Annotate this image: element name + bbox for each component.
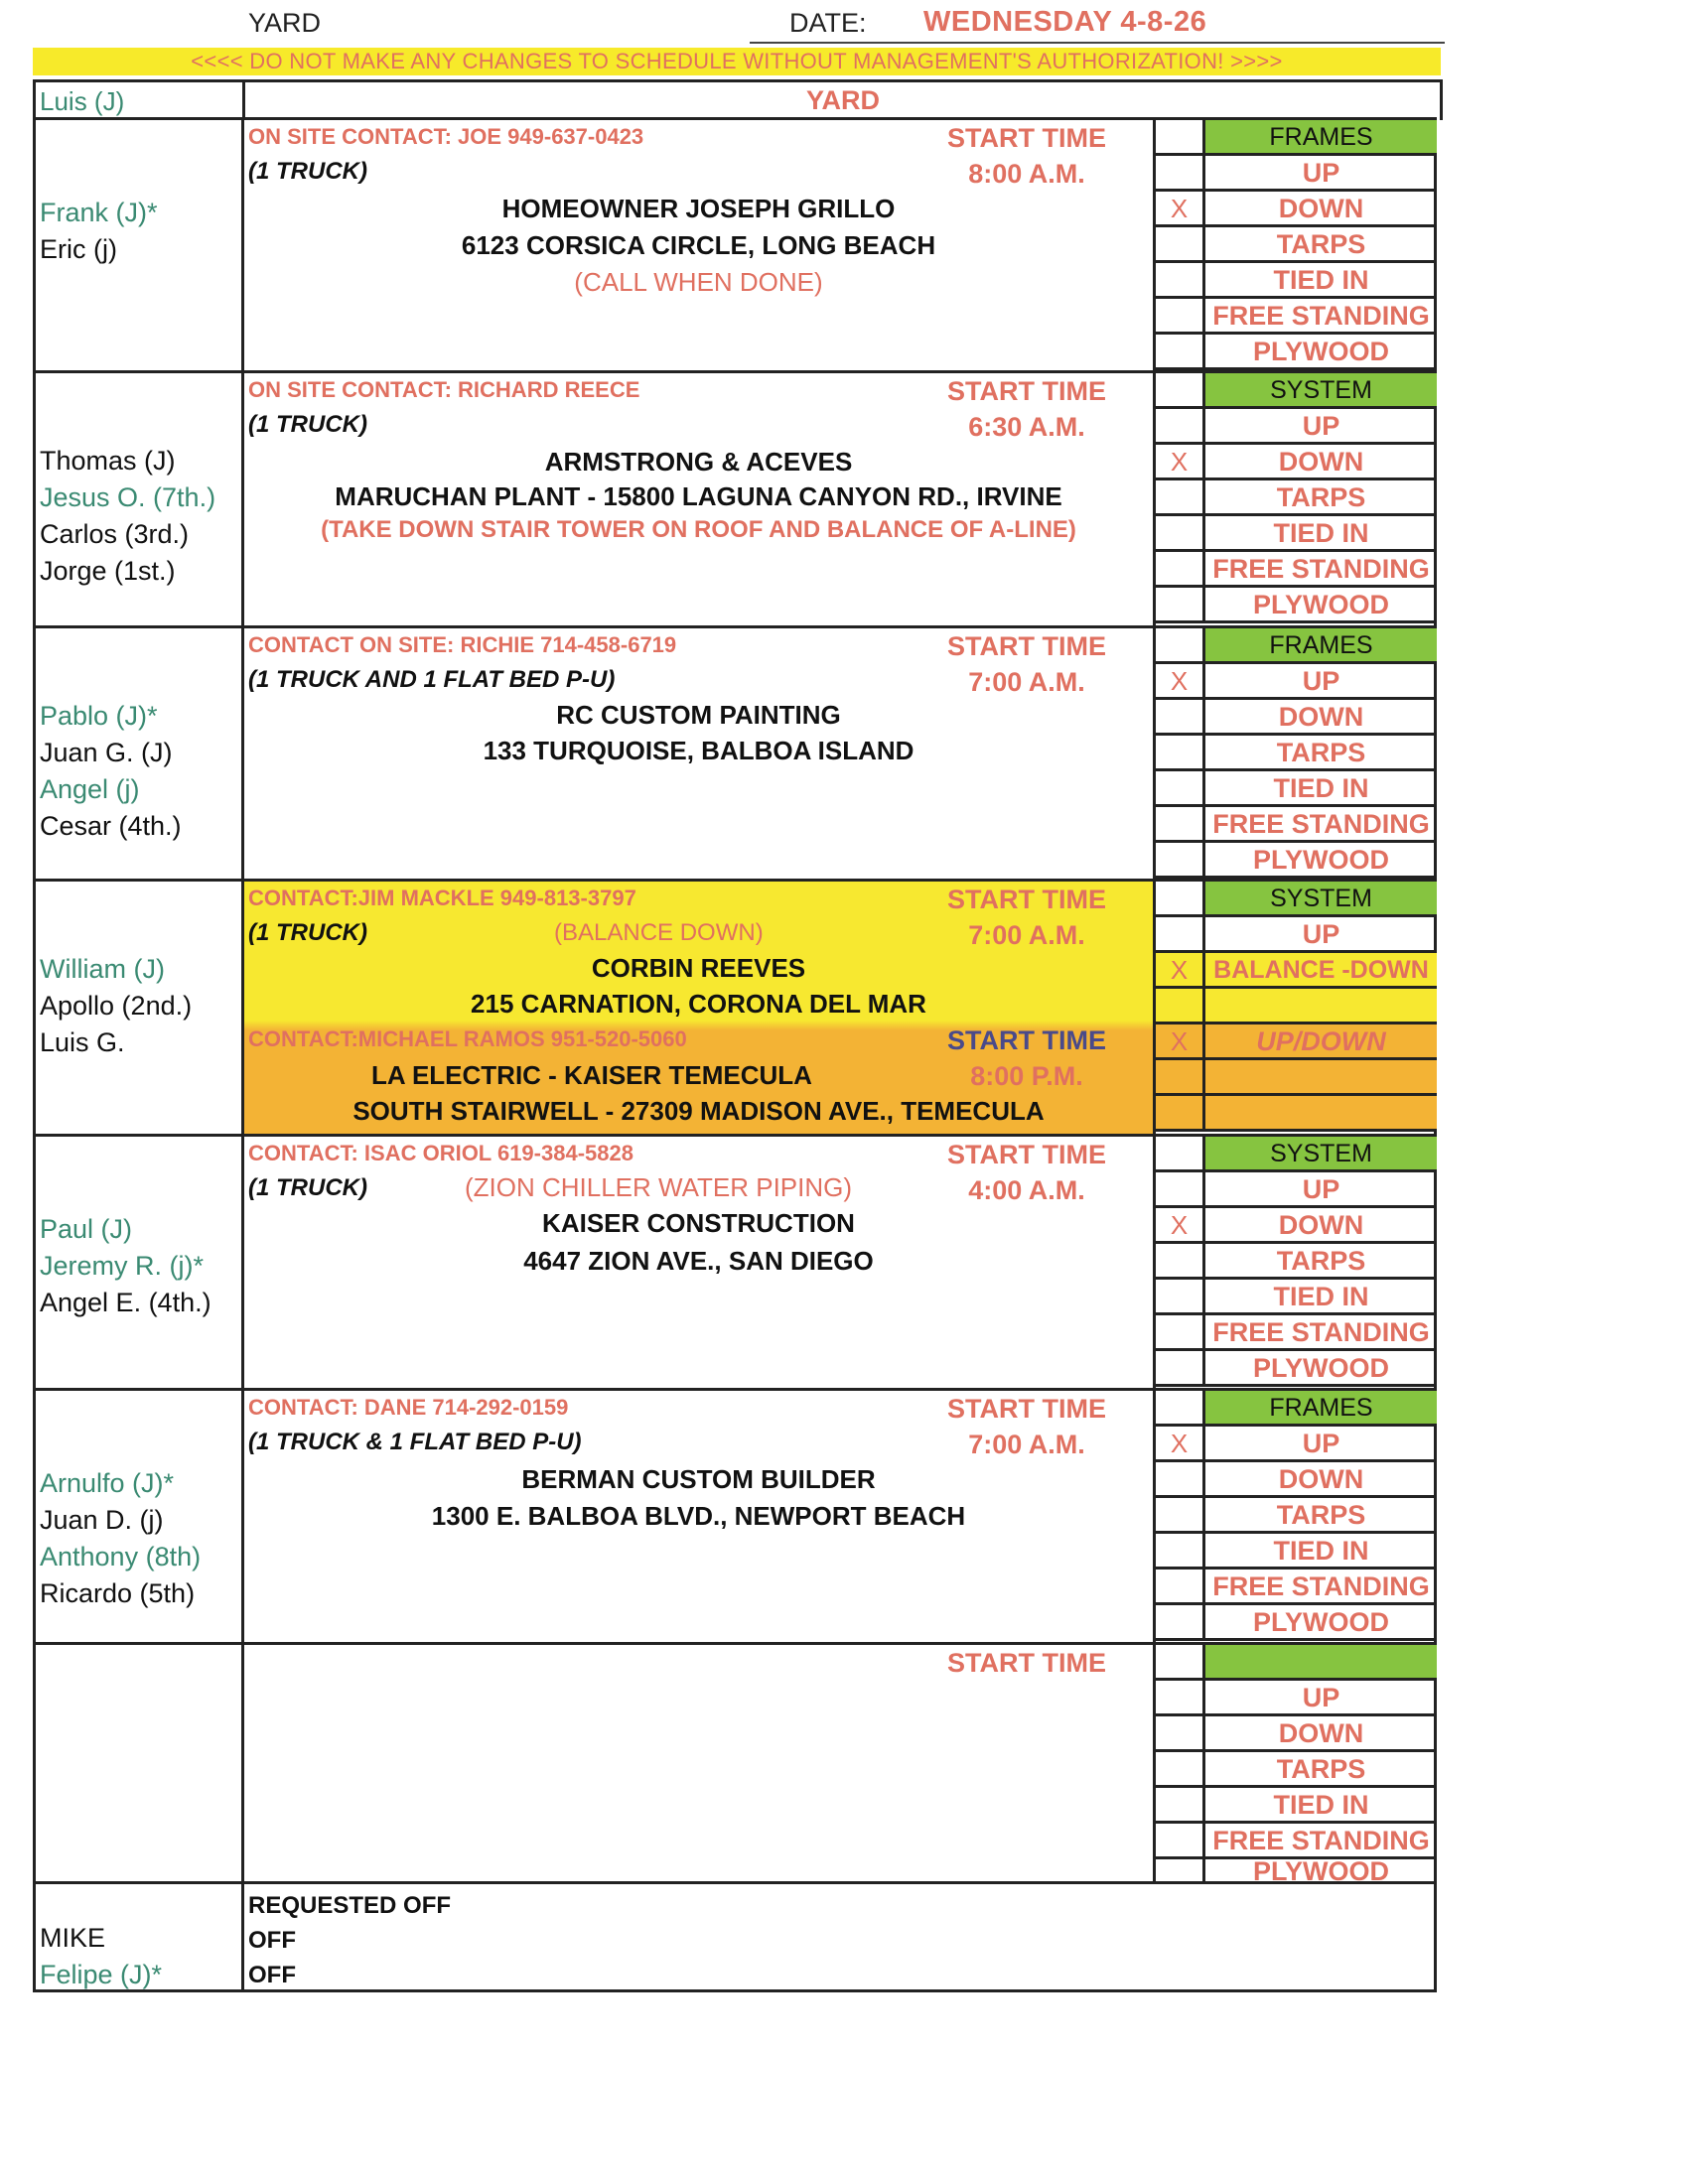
check-label: TARPS: [1205, 227, 1437, 263]
yard-row: [33, 79, 1443, 120]
customer-name: RC CUSTOM PAINTING: [556, 700, 841, 730]
check-label: FREE STANDING: [1205, 299, 1437, 335]
site-contact: CONTACT: ISAC ORIOL 619-384-5828: [248, 1141, 633, 1165]
check-label: TARPS: [1205, 1752, 1437, 1788]
schedule-date: WEDNESDAY 4-8-26: [923, 6, 1207, 38]
start-time-label: START TIME: [947, 123, 1106, 153]
crew-member: Arnulfo (J)*: [40, 1468, 175, 1498]
site-contact-2: CONTACT:MICHAEL RAMOS 951-520-5060: [248, 1026, 687, 1051]
check-mark[interactable]: [1156, 480, 1205, 516]
check-mark[interactable]: [1156, 1605, 1205, 1641]
customer-name: ARMSTRONG & ACEVES: [544, 447, 853, 477]
truck-count: (1 TRUCK): [248, 919, 367, 946]
start-time-value: 7:00 A.M.: [968, 1430, 1085, 1459]
check-label: TARPS: [1205, 736, 1437, 771]
customer-name: BERMAN CUSTOM BUILDER: [521, 1464, 876, 1494]
check-mark[interactable]: [1156, 299, 1205, 335]
crew-column: [36, 373, 244, 625]
check-mark[interactable]: X: [1156, 1208, 1205, 1244]
work-type-checklist: [1156, 1391, 1437, 1642]
job-address: 1300 E. BALBOA BLVD., NEWPORT BEACH: [431, 1501, 966, 1531]
check-mark[interactable]: [1156, 989, 1205, 1024]
truck-count: (1 TRUCK): [248, 158, 367, 185]
authorization-warning-banner: <<<< DO NOT MAKE ANY CHANGES TO SCHEDULE WITHOUT MANAGEMENT'S AUTHORIZATION! >>>>: [33, 48, 1441, 75]
site-contact: ON SITE CONTACT: RICHARD REECE: [248, 377, 640, 402]
crew-member: Angel E. (4th.): [40, 1288, 211, 1317]
start-time-value-2: 8:00 P.M.: [970, 1061, 1083, 1091]
time-off-section: [33, 1881, 1437, 1992]
job-note: (BALANCE DOWN): [554, 919, 764, 946]
crew-member: William (J): [40, 954, 165, 984]
job-info: [244, 373, 1156, 625]
check-label: DOWN: [1205, 1462, 1437, 1498]
work-type-checklist: [1156, 1645, 1437, 1886]
check-mark[interactable]: [1156, 552, 1205, 588]
check-label: PLYWOOD: [1205, 1351, 1437, 1387]
customer-name: CORBIN REEVES: [591, 953, 806, 983]
crew-column: [36, 1645, 244, 1881]
check-mark[interactable]: X: [1156, 1427, 1205, 1462]
check-label: TIED IN: [1205, 1788, 1437, 1824]
crew-column: [36, 1391, 244, 1642]
truck-count: (1 TRUCK): [248, 411, 367, 438]
check-mark[interactable]: [1156, 516, 1205, 552]
check-mark[interactable]: [1156, 1351, 1205, 1387]
check-mark[interactable]: [1156, 700, 1205, 736]
check-label: TIED IN: [1205, 263, 1437, 299]
crew-member: Cesar (4th.): [40, 811, 182, 841]
job-note: (TAKE DOWN STAIR TOWER ON ROOF AND BALANCE OF A-LINE): [321, 516, 1076, 543]
check-label: DOWN: [1205, 192, 1437, 227]
check-label: [1205, 1060, 1437, 1096]
job-block-4: [33, 879, 1437, 1134]
crew-member: Thomas (J): [40, 446, 176, 476]
customer-name: HOMEOWNER JOSEPH GRILLO: [501, 194, 896, 223]
check-mark[interactable]: [1156, 1716, 1205, 1752]
check-mark[interactable]: [1156, 1570, 1205, 1605]
off-status: OFF: [248, 1927, 296, 1954]
off-status: OFF: [248, 1962, 296, 1988]
start-time-label: START TIME: [947, 631, 1106, 661]
crew-column: [36, 882, 244, 1134]
check-mark[interactable]: [1156, 1096, 1205, 1132]
work-type-header: SYSTEM: [1205, 373, 1437, 409]
check-mark[interactable]: X: [1156, 664, 1205, 700]
crew-column: [36, 1137, 244, 1388]
check-label: UP: [1205, 1681, 1437, 1716]
crew-member: Ricardo (5th): [40, 1578, 196, 1608]
check-mark[interactable]: [1156, 1244, 1205, 1280]
check-mark[interactable]: X: [1156, 192, 1205, 227]
crew-member: Juan G. (J): [40, 738, 173, 767]
crew-member: Juan D. (j): [40, 1505, 164, 1535]
job-address-2: SOUTH STAIRWELL - 27309 MADISON AVE., TEMECULA: [352, 1096, 1045, 1126]
check-mark[interactable]: [1156, 771, 1205, 807]
check-label: FREE STANDING: [1205, 807, 1437, 843]
check-mark[interactable]: [1156, 1172, 1205, 1208]
crew-member: Angel (j): [40, 774, 140, 804]
work-type-header: FRAMES: [1205, 120, 1437, 156]
job-info: [244, 120, 1156, 370]
work-type-header: SYSTEM: [1205, 1137, 1437, 1172]
crew-column: [36, 120, 244, 370]
check-label: PLYWOOD: [1205, 335, 1437, 370]
check-mark[interactable]: [1156, 1824, 1205, 1859]
truck-count: (1 TRUCK): [248, 1174, 367, 1201]
work-type-header: SYSTEM: [1205, 882, 1437, 917]
check-label: UP: [1205, 1427, 1437, 1462]
check-label: DOWN: [1205, 700, 1437, 736]
job-block-7-empty: [33, 1642, 1437, 1886]
job-block-3: [33, 625, 1437, 879]
check-mark[interactable]: X: [1156, 953, 1205, 989]
job-block-2: [33, 370, 1437, 625]
job-block-1: [33, 117, 1437, 370]
check-label: TIED IN: [1205, 1534, 1437, 1570]
job-info: [244, 1391, 1156, 1642]
site-contact: CONTACT:JIM MACKLE 949-813-3797: [248, 886, 636, 910]
off-status-list: [248, 1888, 451, 1992]
job-note: (CALL WHEN DONE): [574, 267, 823, 297]
check-mark[interactable]: [1156, 1315, 1205, 1351]
job-address: 215 CARNATION, CORONA DEL MAR: [471, 989, 926, 1019]
work-type-checklist: [1156, 1137, 1437, 1388]
crew-member: Eric (j): [40, 234, 117, 264]
check-label: UP: [1205, 1172, 1437, 1208]
check-label: [1205, 1096, 1437, 1132]
yard-header-label: YARD: [248, 8, 322, 38]
off-status: REQUESTED OFF: [248, 1892, 452, 1919]
check-mark[interactable]: [1156, 736, 1205, 771]
work-type-checklist: [1156, 120, 1437, 370]
check-label: UP/DOWN: [1205, 1024, 1437, 1060]
crew-member: Jeremy R. (j)*: [40, 1251, 205, 1281]
check-mark[interactable]: [1156, 1534, 1205, 1570]
crew-member: Jorge (1st.): [40, 556, 176, 586]
start-time-label: START TIME: [947, 1648, 1106, 1678]
check-label: PLYWOOD: [1205, 588, 1437, 623]
start-time-value: 7:00 A.M.: [968, 667, 1085, 697]
start-time-label: START TIME: [947, 1394, 1106, 1424]
check-label: TARPS: [1205, 1498, 1437, 1534]
check-label: UP: [1205, 664, 1437, 700]
check-mark[interactable]: X: [1156, 1024, 1205, 1060]
start-time-value: 6:30 A.M.: [968, 412, 1085, 442]
check-label: FREE STANDING: [1205, 1570, 1437, 1605]
check-mark[interactable]: [1156, 156, 1205, 192]
check-label: FREE STANDING: [1205, 552, 1437, 588]
crew-member: Anthony (8th): [40, 1542, 202, 1571]
check-label: BALANCE -DOWN: [1205, 953, 1437, 989]
check-mark[interactable]: [1156, 588, 1205, 623]
check-mark[interactable]: [1156, 1788, 1205, 1824]
check-mark[interactable]: [1156, 1752, 1205, 1788]
work-type-header: [1205, 1645, 1437, 1681]
customer-name: KAISER CONSTRUCTION: [542, 1208, 855, 1238]
job-info: [244, 1645, 1156, 1881]
check-mark[interactable]: [1156, 409, 1205, 445]
site-contact: CONTACT: DANE 714-292-0159: [248, 1395, 569, 1420]
check-label: PLYWOOD: [1205, 843, 1437, 879]
site-contact: ON SITE CONTACT: JOE 949-637-0423: [248, 124, 644, 149]
check-mark[interactable]: [1156, 917, 1205, 953]
customer-name-2: LA ELECTRIC - KAISER TEMECULA: [371, 1060, 812, 1090]
check-label: DOWN: [1205, 445, 1437, 480]
start-time-label: START TIME: [947, 885, 1106, 914]
job-note: (ZION CHILLER WATER PIPING): [465, 1172, 853, 1202]
check-mark[interactable]: [1156, 335, 1205, 370]
crew-member: Felipe (J)*: [40, 1960, 163, 1989]
crew-column: [36, 628, 244, 879]
check-mark[interactable]: [1156, 1498, 1205, 1534]
start-time-label-2: START TIME: [947, 1025, 1106, 1055]
check-label: TIED IN: [1205, 1280, 1437, 1315]
truck-count: (1 TRUCK & 1 FLAT BED P-U): [248, 1429, 582, 1455]
check-label: UP: [1205, 409, 1437, 445]
crew-member: Jesus O. (7th.): [40, 482, 216, 512]
check-mark[interactable]: [1156, 1060, 1205, 1096]
check-mark[interactable]: [1156, 1462, 1205, 1498]
job-address: 4647 ZION AVE., SAN DIEGO: [523, 1246, 874, 1276]
check-label: TARPS: [1205, 480, 1437, 516]
check-mark[interactable]: [1156, 227, 1205, 263]
start-time-label: START TIME: [947, 376, 1106, 406]
check-label: UP: [1205, 156, 1437, 192]
start-time-value: 8:00 A.M.: [968, 159, 1085, 189]
check-mark[interactable]: [1156, 843, 1205, 879]
job-address: 6123 CORSICA CIRCLE, LONG BEACH: [461, 230, 936, 260]
truck-count: (1 TRUCK AND 1 FLAT BED P-U): [248, 666, 616, 693]
date-underline: [750, 42, 1445, 44]
work-type-header: FRAMES: [1205, 628, 1437, 664]
check-mark[interactable]: [1156, 263, 1205, 299]
work-type-header: FRAMES: [1205, 1391, 1437, 1427]
check-label: FREE STANDING: [1205, 1824, 1437, 1859]
work-type-checklist: [1156, 373, 1437, 625]
crew-member: Luis G.: [40, 1027, 125, 1057]
check-label: FREE STANDING: [1205, 1315, 1437, 1351]
site-contact: CONTACT ON SITE: RICHIE 714-458-6719: [248, 632, 677, 657]
check-label: DOWN: [1205, 1208, 1437, 1244]
check-label: PLYWOOD: [1252, 1856, 1390, 1886]
crew-member: Frank (J)*: [40, 198, 158, 227]
crew-member: Pablo (J)*: [40, 701, 158, 731]
job-block-6: [33, 1388, 1437, 1642]
yard-row-title: YARD: [805, 85, 881, 115]
crew-member: Apollo (2nd.): [40, 991, 193, 1021]
check-mark[interactable]: [1156, 1280, 1205, 1315]
crew-column: [36, 1884, 244, 1989]
check-label: TIED IN: [1205, 516, 1437, 552]
start-time-value: 4:00 A.M.: [968, 1175, 1085, 1205]
date-label: DATE:: [789, 8, 867, 38]
check-mark[interactable]: [1156, 807, 1205, 843]
job-info: [244, 882, 1156, 1134]
check-label: PLYWOOD: [1205, 1605, 1437, 1641]
check-label: TIED IN: [1205, 771, 1437, 807]
check-label: TARPS: [1205, 1244, 1437, 1280]
work-type-checklist: [1156, 882, 1437, 1134]
check-label: DOWN: [1205, 1716, 1437, 1752]
start-time-label: START TIME: [947, 1140, 1106, 1169]
yard-crew: Luis (J): [40, 86, 125, 116]
crew-member: Paul (J): [40, 1214, 133, 1244]
work-type-checklist: [1156, 628, 1437, 879]
job-block-5: [33, 1134, 1437, 1388]
job-info: [244, 628, 1156, 879]
crew-member: MIKE: [40, 1923, 106, 1953]
job-info: [244, 1137, 1156, 1388]
job-address: MARUCHAN PLANT - 15800 LAGUNA CANYON RD., IRVINE: [335, 481, 1062, 511]
crew-member: Carlos (3rd.): [40, 519, 190, 549]
start-time-value: 7:00 A.M.: [968, 920, 1085, 950]
check-label: [1205, 989, 1437, 1024]
check-label: UP: [1205, 917, 1437, 953]
check-mark[interactable]: X: [1156, 445, 1205, 480]
check-mark[interactable]: [1156, 1681, 1205, 1716]
job-address: 133 TURQUOISE, BALBOA ISLAND: [483, 736, 914, 765]
